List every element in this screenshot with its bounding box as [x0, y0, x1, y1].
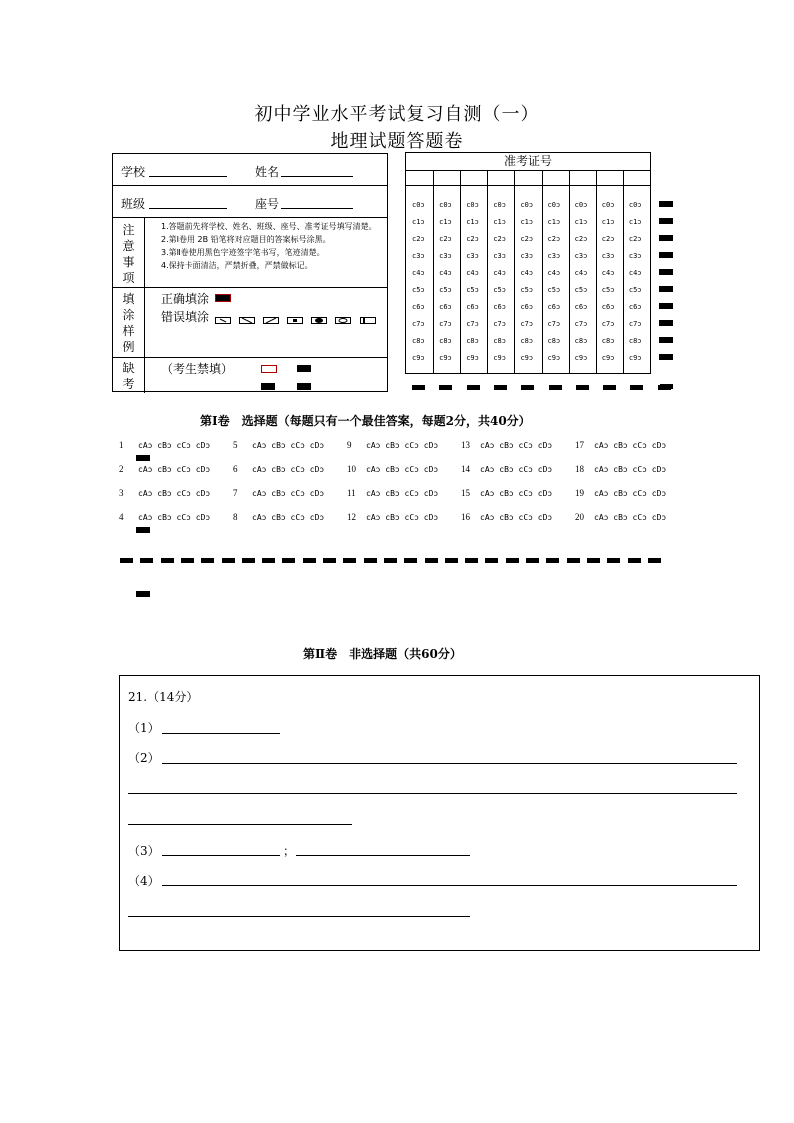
answer-options[interactable]: cAɔ cBɔ cCɔ cDɔ — [594, 513, 667, 522]
exam-id-bubble[interactable]: c5ɔ — [628, 286, 642, 294]
timing-mark — [343, 558, 356, 563]
exam-id-column-divider — [460, 170, 461, 373]
timing-mark — [261, 383, 275, 390]
exam-id-bubble[interactable]: c4ɔ — [439, 269, 452, 277]
answer-options[interactable]: cAɔ cBɔ cCɔ cDɔ — [252, 489, 325, 498]
exam-id-bubble[interactable]: c0ɔ — [628, 201, 642, 209]
question-number: 20 — [575, 512, 584, 522]
exam-id-bubble[interactable]: c8ɔ — [628, 337, 642, 345]
timing-mark — [445, 558, 458, 563]
part-3-label: （3） — [128, 844, 160, 858]
exam-id-bubble[interactable]: c1ɔ — [439, 218, 452, 226]
exam-id-grid — [405, 152, 651, 374]
question-number: 18 — [575, 464, 584, 474]
exam-id-bubble[interactable]: c3ɔ — [439, 252, 452, 260]
notice-label: 注 意 事 项 — [113, 218, 145, 287]
question-number: 1 — [119, 440, 124, 450]
absent-fill-box[interactable] — [261, 365, 277, 373]
exam-id-bubble[interactable]: c3ɔ — [520, 252, 534, 260]
question-number: 10 — [347, 464, 356, 474]
answer-box-21 — [119, 675, 760, 951]
section2-title: 第Ⅱ卷 非选择题（共60分） — [303, 647, 462, 661]
exam-id-bubble[interactable]: c4ɔ — [493, 269, 506, 277]
question-number: 6 — [233, 464, 238, 474]
answer-options[interactable]: cAɔ cBɔ cCɔ cDɔ — [480, 513, 553, 522]
exam-id-bubble[interactable]: c4ɔ — [412, 269, 425, 277]
answer-options[interactable]: cAɔ cBɔ cCɔ cDɔ — [252, 465, 325, 474]
exam-id-bubble[interactable]: c4ɔ — [601, 269, 615, 277]
timing-mark — [465, 558, 478, 563]
timing-mark — [587, 558, 600, 563]
absent-label: 缺 考 — [113, 358, 145, 393]
seat-label: 座号 — [255, 197, 280, 211]
exam-id-bubble[interactable]: c0ɔ — [439, 201, 452, 209]
timing-mark — [136, 527, 150, 533]
exam-id-bubble[interactable]: c9ɔ — [412, 354, 425, 362]
timing-mark — [297, 383, 311, 390]
exam-id-column-divider — [623, 170, 624, 373]
fill-example-row — [113, 288, 387, 358]
timing-mark — [364, 558, 377, 563]
part-2-answer-line[interactable] — [162, 763, 737, 764]
exam-id-bubble[interactable]: c1ɔ — [601, 218, 615, 226]
exam-id-bubble[interactable]: c0ɔ — [574, 201, 588, 209]
exam-id-bubble[interactable]: c1ɔ — [628, 218, 642, 226]
exam-id-bubble[interactable]: c0ɔ — [466, 201, 479, 209]
timing-mark — [546, 558, 559, 563]
exam-id-bubble[interactable]: c7ɔ — [520, 320, 534, 328]
question-number: 12 — [347, 512, 356, 522]
exam-id-column-divider — [487, 170, 488, 373]
exam-id-column-divider — [569, 170, 570, 373]
exam-id-bubble[interactable]: c2ɔ — [412, 235, 425, 243]
exam-id-bubble[interactable]: c9ɔ — [601, 354, 615, 362]
exam-id-bubble[interactable]: c2ɔ — [601, 235, 615, 243]
exam-id-bubble[interactable]: c2ɔ — [493, 235, 506, 243]
question-number: 7 — [233, 488, 238, 498]
timing-mark — [607, 558, 620, 563]
timing-mark — [659, 303, 673, 309]
school-label: 学校 — [121, 165, 146, 179]
exam-id-bubble[interactable]: c8ɔ — [493, 337, 506, 345]
answer-options[interactable]: cAɔ cBɔ cCɔ cDɔ — [366, 465, 439, 474]
timing-mark — [526, 558, 539, 563]
exam-id-bubble[interactable]: c4ɔ — [628, 269, 642, 277]
exam-id-bubble[interactable]: c8ɔ — [439, 337, 452, 345]
exam-id-bubble[interactable]: c9ɔ — [493, 354, 506, 362]
exam-id-bubble[interactable]: c3ɔ — [601, 252, 615, 260]
question-number: 13 — [461, 440, 470, 450]
part-1-answer-line[interactable] — [162, 733, 280, 734]
exam-id-bubble[interactable]: c5ɔ — [466, 286, 479, 294]
answer-options[interactable]: cAɔ cBɔ cCɔ cDɔ — [480, 465, 553, 474]
answer-options[interactable]: cAɔ cBɔ cCɔ cDɔ — [594, 465, 667, 474]
question-number: 2 — [119, 464, 124, 474]
timing-mark — [659, 269, 673, 275]
notice-text: 1.答题前先将学校、姓名、班级、座号、准考证号填写清楚。 2.第Ⅰ卷用 2B 铅笔将对应题目的答案标号涂黑。 3.第Ⅱ卷使用黑色字迹签字笔书写，笔迹清楚。 4.保持卡面清洁，严禁折叠，严禁做标记。 — [161, 222, 377, 270]
timing-mark — [242, 558, 255, 563]
timing-mark — [576, 385, 589, 390]
exam-id-bubble[interactable]: c5ɔ — [439, 286, 452, 294]
wrong-fill-circle-solid — [311, 317, 327, 324]
exam-id-bubble[interactable]: c7ɔ — [547, 320, 561, 328]
wrong-fill-label: 错误填涂 — [161, 310, 210, 324]
exam-id-bubble[interactable]: c6ɔ — [493, 303, 506, 311]
timing-mark — [425, 558, 438, 563]
exam-id-bubble[interactable]: c6ɔ — [439, 303, 452, 311]
exam-id-bubble[interactable]: c0ɔ — [493, 201, 506, 209]
timing-mark — [412, 385, 425, 390]
seat-field[interactable] — [281, 196, 353, 209]
exam-id-bubble[interactable]: c5ɔ — [412, 286, 425, 294]
timing-mark — [485, 558, 498, 563]
correct-fill-label: 正确填涂 — [161, 292, 210, 306]
timing-mark — [136, 455, 150, 461]
timing-mark — [628, 558, 641, 563]
exam-id-bubble[interactable]: c5ɔ — [493, 286, 506, 294]
exam-id-bubble[interactable]: c7ɔ — [574, 320, 588, 328]
exam-id-bubble[interactable]: c2ɔ — [547, 235, 561, 243]
timing-mark — [297, 365, 311, 372]
exam-id-bubble[interactable]: c6ɔ — [601, 303, 615, 311]
question-number: 15 — [461, 488, 470, 498]
wrong-fill-backslash — [239, 317, 255, 324]
timing-mark — [659, 252, 673, 258]
timing-mark — [506, 558, 519, 563]
exam-id-bubble[interactable]: c7ɔ — [493, 320, 506, 328]
exam-id-header: 准考证号 — [406, 153, 650, 171]
part-2-answer-line[interactable] — [128, 824, 352, 825]
answer-options[interactable]: cAɔ cBɔ cCɔ cDɔ — [480, 441, 553, 450]
answer-options[interactable]: cAɔ cBɔ cCɔ cDɔ — [138, 441, 211, 450]
question-21-label: 21.（14分） — [128, 690, 199, 704]
timing-mark — [494, 385, 507, 390]
notice-row — [113, 218, 387, 288]
class-label: 班级 — [121, 197, 146, 211]
exam-id-column-divider — [514, 170, 515, 373]
question-number: 9 — [347, 440, 352, 450]
exam-id-bubble[interactable]: c0ɔ — [601, 201, 615, 209]
name-field[interactable] — [281, 164, 353, 177]
timing-mark — [303, 558, 316, 563]
exam-id-bubble[interactable]: c6ɔ — [466, 303, 479, 311]
question-number: 19 — [575, 488, 584, 498]
exam-id-bubble[interactable]: c0ɔ — [520, 201, 534, 209]
exam-id-bubble[interactable]: c8ɔ — [466, 337, 479, 345]
part-2-label: （2） — [128, 751, 160, 765]
exam-id-bubble[interactable]: c7ɔ — [439, 320, 452, 328]
exam-id-bubble[interactable]: c6ɔ — [412, 303, 425, 311]
answer-options[interactable]: cAɔ cBɔ cCɔ cDɔ — [138, 465, 211, 474]
exam-id-column-divider — [542, 170, 543, 373]
answer-options[interactable]: cAɔ cBɔ cCɔ cDɔ — [252, 513, 325, 522]
fill-example-label: 填 涂 样 例 — [113, 288, 145, 357]
question-number: 17 — [575, 440, 584, 450]
answer-options[interactable]: cAɔ cBɔ cCɔ cDɔ — [252, 441, 325, 450]
timing-mark — [648, 558, 661, 563]
answer-options[interactable]: cAɔ cBɔ cCɔ cDɔ — [594, 441, 667, 450]
exam-id-bubble[interactable]: c6ɔ — [520, 303, 534, 311]
part-4-answer-line[interactable] — [128, 916, 470, 917]
part-1-label: （1） — [128, 721, 160, 735]
timing-mark — [161, 558, 174, 563]
wrong-fill-dot — [287, 317, 303, 324]
exam-id-bubble[interactable]: c8ɔ — [520, 337, 534, 345]
timing-mark — [181, 558, 194, 563]
answer-options[interactable]: cAɔ cBɔ cCɔ cDɔ — [594, 489, 667, 498]
wrong-fill-slash — [263, 317, 279, 324]
question-number: 3 — [119, 488, 124, 498]
question-number: 16 — [461, 512, 470, 522]
page-title: 初中学业水平考试复习自测（一） — [254, 104, 540, 125]
timing-mark — [521, 385, 534, 390]
exam-id-bubble[interactable]: c5ɔ — [601, 286, 615, 294]
exam-id-bubble[interactable]: c3ɔ — [628, 252, 642, 260]
timing-mark — [384, 558, 397, 563]
timing-mark — [659, 354, 673, 360]
school-name-row — [113, 154, 387, 186]
timing-mark — [659, 235, 673, 241]
timing-mark — [630, 385, 643, 390]
exam-id-bubble[interactable]: c4ɔ — [466, 269, 479, 277]
page-subtitle: 地理试题答题卷 — [330, 131, 464, 152]
answer-options[interactable]: cAɔ cBɔ cCɔ cDɔ — [366, 489, 439, 498]
exam-id-bubble[interactable]: c4ɔ — [574, 269, 588, 277]
answer-options[interactable]: cAɔ cBɔ cCɔ cDɔ — [480, 489, 553, 498]
wrong-fill-check — [215, 317, 231, 324]
timing-mark — [467, 385, 480, 390]
timing-mark — [282, 558, 295, 563]
question-number: 14 — [461, 464, 470, 474]
exam-id-bubble[interactable]: c7ɔ — [466, 320, 479, 328]
exam-id-bubble[interactable]: c2ɔ — [439, 235, 452, 243]
timing-mark — [439, 385, 452, 390]
exam-id-bubble[interactable]: c1ɔ — [520, 218, 534, 226]
question-number: 5 — [233, 440, 238, 450]
exam-id-bubble[interactable]: c3ɔ — [574, 252, 588, 260]
exam-id-bubble[interactable]: c6ɔ — [547, 303, 561, 311]
school-field[interactable] — [149, 164, 227, 177]
part-4-answer-line[interactable] — [162, 885, 737, 886]
timing-mark — [659, 218, 673, 224]
absent-note: （考生禁填） — [161, 362, 234, 376]
timing-mark — [659, 286, 673, 292]
timing-mark — [603, 385, 616, 390]
timing-mark — [659, 201, 673, 207]
exam-id-bubble[interactable]: c0ɔ — [412, 201, 425, 209]
exam-id-bubble[interactable]: c4ɔ — [547, 269, 561, 277]
exam-id-bubble[interactable]: c5ɔ — [574, 286, 588, 294]
question-number: 8 — [233, 512, 238, 522]
timing-mark — [222, 558, 235, 563]
exam-id-bubble[interactable]: c9ɔ — [466, 354, 479, 362]
exam-id-bubble[interactable]: c3ɔ — [466, 252, 479, 260]
part-4-label: （4） — [128, 874, 160, 888]
exam-id-column-divider — [433, 170, 434, 373]
exam-id-bubble[interactable]: c4ɔ — [520, 269, 534, 277]
section1-title: 第Ⅰ卷 选择题（每题只有一个最佳答案，每题2分，共40分） — [200, 414, 531, 428]
exam-id-bubble[interactable]: c7ɔ — [601, 320, 615, 328]
timing-mark — [404, 558, 417, 563]
exam-id-bubble[interactable]: c2ɔ — [574, 235, 588, 243]
exam-id-bubble[interactable]: c1ɔ — [547, 218, 561, 226]
part-3-answer-line-a[interactable] — [162, 855, 280, 856]
absent-row — [113, 358, 387, 393]
exam-id-bubble[interactable]: c8ɔ — [574, 337, 588, 345]
exam-id-bubble[interactable]: c1ɔ — [412, 218, 425, 226]
answer-options[interactable]: cAɔ cBɔ cCɔ cDɔ — [138, 489, 211, 498]
timing-mark — [120, 558, 133, 563]
exam-id-bubble[interactable]: c1ɔ — [466, 218, 479, 226]
exam-id-bubble[interactable]: c2ɔ — [466, 235, 479, 243]
part-3-separator: ； — [283, 844, 296, 858]
exam-id-bubble[interactable]: c2ɔ — [628, 235, 642, 243]
timing-mark — [323, 558, 336, 563]
timing-mark — [262, 558, 275, 563]
timing-mark — [136, 591, 150, 597]
timing-mark — [201, 558, 214, 563]
exam-id-bubble[interactable]: c3ɔ — [547, 252, 561, 260]
timing-mark — [567, 558, 580, 563]
exam-id-bubble[interactable]: c9ɔ — [574, 354, 588, 362]
exam-id-bubble[interactable]: c5ɔ — [520, 286, 534, 294]
timing-mark — [659, 337, 673, 343]
exam-id-bubble[interactable]: c7ɔ — [628, 320, 642, 328]
exam-id-bubble[interactable]: c5ɔ — [547, 286, 561, 294]
timing-mark — [660, 384, 673, 389]
class-field[interactable] — [149, 196, 227, 209]
exam-id-bubble[interactable]: c6ɔ — [574, 303, 588, 311]
exam-id-bubble[interactable]: c1ɔ — [574, 218, 588, 226]
answer-options[interactable]: cAɔ cBɔ cCɔ cDɔ — [366, 441, 439, 450]
exam-id-bubble[interactable]: c0ɔ — [547, 201, 561, 209]
part-2-answer-line[interactable] — [128, 793, 737, 794]
wrong-fill-examples — [215, 310, 379, 329]
timing-mark — [140, 558, 153, 563]
exam-id-bubble[interactable]: c3ɔ — [493, 252, 506, 260]
wrong-fill-circle-cross — [335, 317, 351, 324]
exam-id-bubble[interactable]: c9ɔ — [520, 354, 534, 362]
exam-id-input-row — [406, 170, 650, 186]
question-number: 4 — [119, 512, 124, 522]
exam-id-bubble[interactable]: c8ɔ — [412, 337, 425, 345]
exam-id-bubble[interactable]: c6ɔ — [628, 303, 642, 311]
exam-id-bubble[interactable]: c9ɔ — [439, 354, 452, 362]
exam-id-bubble[interactable]: c2ɔ — [520, 235, 534, 243]
timing-mark — [549, 385, 562, 390]
class-seat-row — [113, 186, 387, 218]
exam-id-bubble[interactable]: c7ɔ — [412, 320, 425, 328]
correct-fill-example — [215, 294, 231, 302]
exam-id-column-divider — [596, 170, 597, 373]
exam-id-bubble[interactable]: c8ɔ — [601, 337, 615, 345]
name-label: 姓名 — [255, 165, 280, 179]
part-3-answer-line-b[interactable] — [296, 855, 470, 856]
exam-id-bubble[interactable]: c8ɔ — [547, 337, 561, 345]
answer-options[interactable]: cAɔ cBɔ cCɔ cDɔ — [138, 513, 211, 522]
student-info-table — [112, 153, 388, 392]
timing-mark — [659, 320, 673, 326]
question-number: 11 — [347, 488, 356, 498]
wrong-fill-bar — [360, 317, 376, 324]
exam-id-bubble[interactable]: c3ɔ — [412, 252, 425, 260]
exam-id-bubble[interactable]: c9ɔ — [547, 354, 561, 362]
exam-id-bubble[interactable]: c1ɔ — [493, 218, 506, 226]
answer-options[interactable]: cAɔ cBɔ cCɔ cDɔ — [366, 513, 439, 522]
exam-id-bubble[interactable]: c9ɔ — [628, 354, 642, 362]
